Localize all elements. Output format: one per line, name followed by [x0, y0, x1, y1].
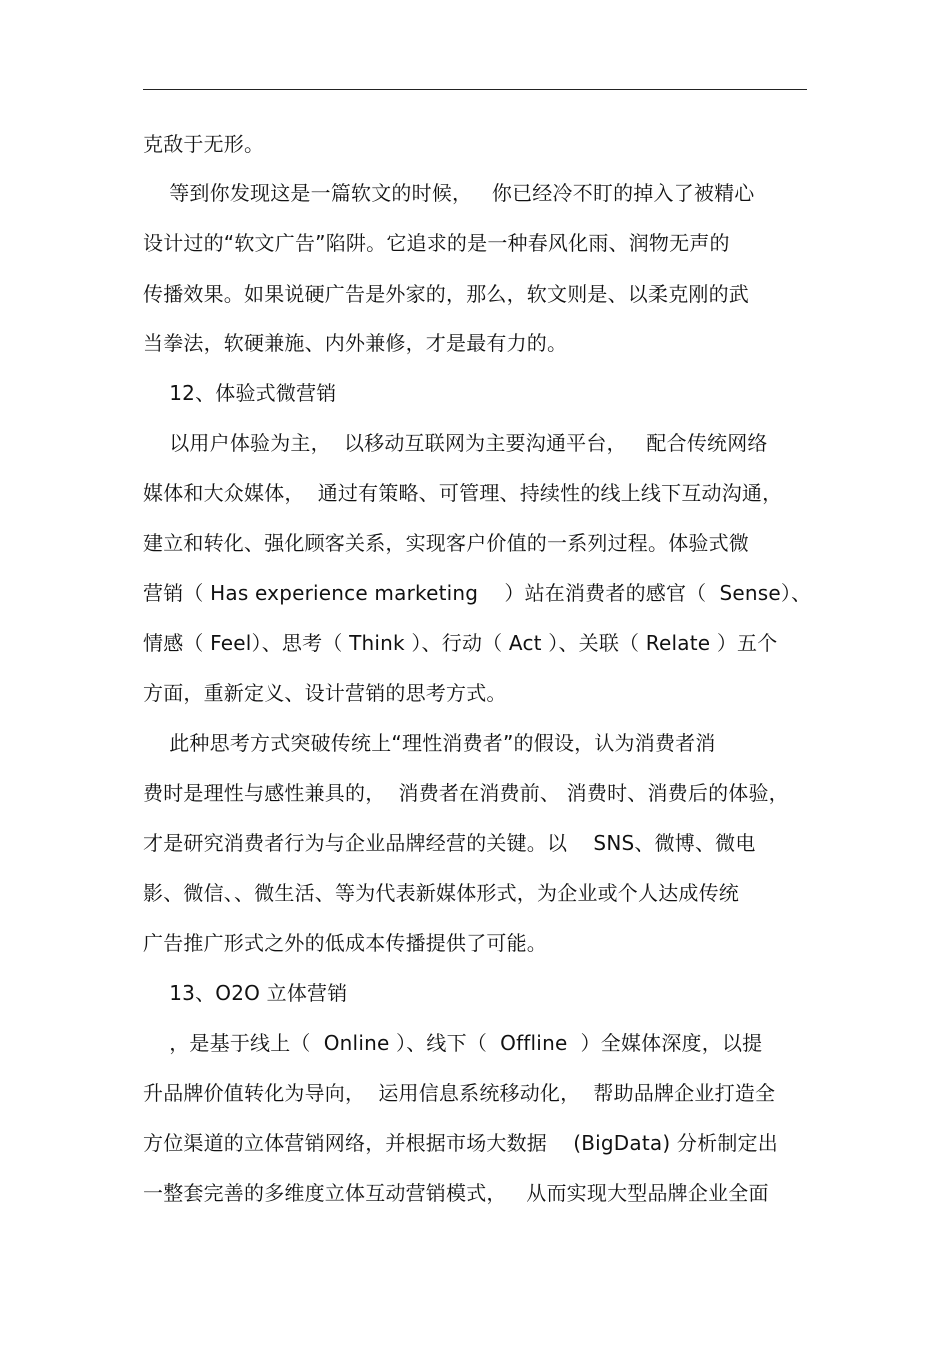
section-heading: 13、O2O 立体营销 [143, 981, 348, 1005]
text-line: 等到你发现这是一篇软文的时候， 你已经冷不盯的掉入了被精心 [143, 181, 755, 205]
text-line: 方位渠道的立体营销网络，并根据市场大数据 (BigData) 分析制定出 [143, 1131, 778, 1155]
section-heading: 12、体验式微营销 [143, 381, 337, 405]
text-line: 当拳法，软硬兼施、内外兼修，才是最有力的。 [143, 331, 568, 355]
text-line: 此种思考方式突破传统上“理性消费者”的假设，认为消费者消 [143, 731, 716, 755]
text-line: 一整套完善的多维度立体互动营销模式， 从而实现大型品牌企业全面 [143, 1181, 769, 1205]
text-line: 克敌于无形。 [143, 132, 265, 156]
text-line: 设计过的“软文广告”陷阱。它追求的是一种春风化雨、润物无声的 [143, 231, 730, 255]
text-line: 媒体和大众媒体， 通过有策略、可管理、持续性的线上线下互动沟通， [143, 481, 783, 505]
text-line: 营销（ Has experience marketing ）站在消费者的感官（ Sense）、 [143, 581, 812, 605]
text-line: 以用户体验为主， 以移动互联网为主要沟通平台， 配合传统网络 [143, 431, 768, 455]
text-line: 广告推广形式之外的低成本传播提供了可能。 [143, 931, 547, 955]
text-line: 才是研究消费者行为与企业品牌经营的关键。以 SNS、微博、微电 [143, 831, 756, 855]
header-rule [143, 89, 807, 90]
text-line: 费时是理性与感性兼具的， 消费者在消费前、 消费时、消费后的体验， [143, 781, 789, 805]
text-line: 传播效果。如果说硬广告是外家的，那么，软文则是、以柔克刚的武 [143, 282, 749, 306]
text-line: 方面，重新定义、设计营销的思考方式。 [143, 681, 507, 705]
text-line: 影、微信、、微生活、等为代表新媒体形式，为企业或个人达成传统 [143, 881, 739, 905]
text-line: 建立和转化、强化顾客关系，实现客户价值的一系列过程。体验式微 [143, 531, 749, 555]
text-line: ，是基于线上（ Online ）、线下（ Offline ）全媒体深度，以提 [143, 1031, 763, 1055]
text-line: 升品牌价值转化为导向， 运用信息系统移动化， 帮助品牌企业打造全 [143, 1081, 776, 1105]
text-line: 情感（ Feel）、思考（ Think ）、行动（ Act ）、关联（ Relate ）五个 [143, 631, 778, 655]
